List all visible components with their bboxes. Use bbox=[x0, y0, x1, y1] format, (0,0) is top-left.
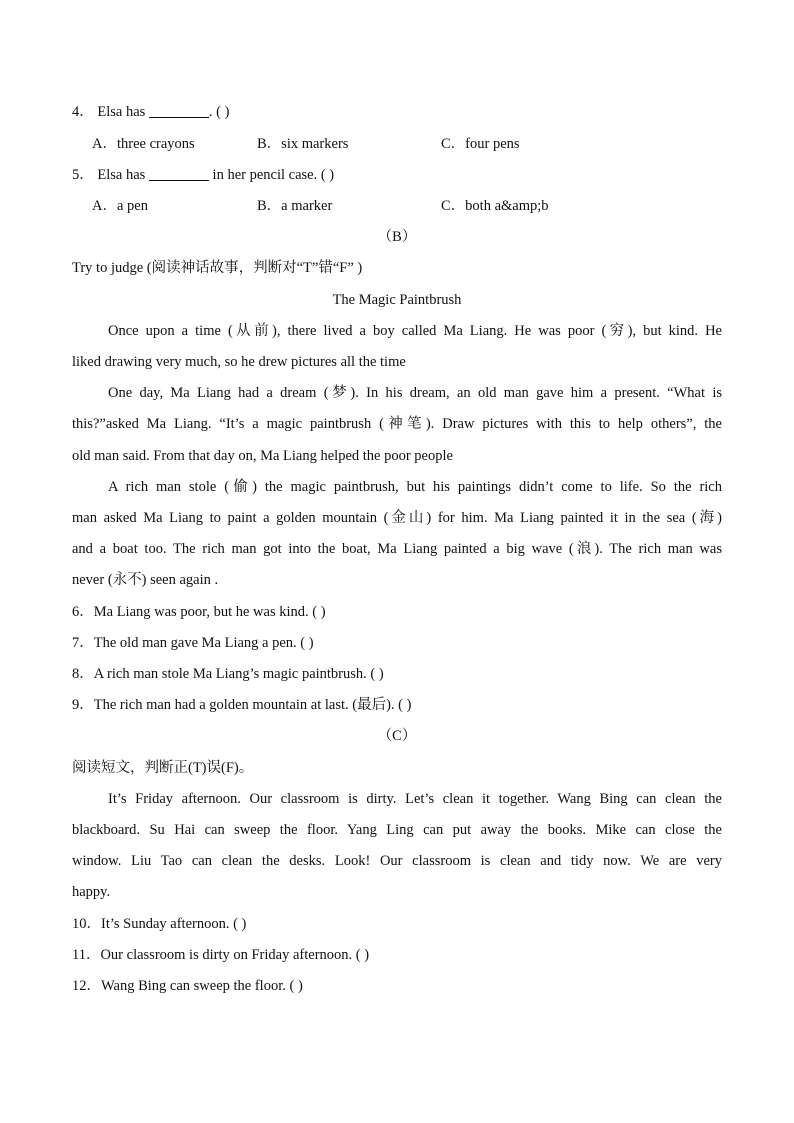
option-a[interactable]: A．three crayons bbox=[92, 136, 195, 152]
question-10[interactable]: 10．It’s Sunday afternoon. ( ) bbox=[72, 916, 247, 932]
paragraph-line: Once upon a time (从前), there lived a boy called Ma Liang. He was poor (穷), but kind. He bbox=[108, 323, 722, 339]
question-4 bbox=[72, 102, 722, 122]
answer-blank[interactable] bbox=[149, 103, 209, 118]
question-tail: . ( ) bbox=[208, 104, 230, 120]
section-b-instruction: Try to judge (阅读神话故事，判断对“T”错“F” ) bbox=[72, 260, 363, 276]
paragraph-line: this?”asked Ma Liang. “It’s a magic paintbrush (神笔). Draw pictures with this to help others”, the bbox=[72, 416, 722, 432]
story-title: The Magic Paintbrush bbox=[332, 292, 462, 308]
question-number: 5． bbox=[72, 167, 94, 183]
paragraph-line: window. Liu Tao can clean the desks. Look! Our classroom is clean and tidy now. We are very bbox=[72, 853, 722, 869]
question-12[interactable]: 12．Wang Bing can sweep the floor. ( ) bbox=[72, 978, 303, 994]
option-c[interactable]: C．both a&amp;b bbox=[441, 198, 549, 214]
question-text: Elsa has bbox=[97, 167, 146, 183]
paragraph-line: A rich man stole (偷) the magic paintbrush, but his paintings didn’t come to life. So the rich bbox=[108, 479, 722, 495]
question-5 bbox=[72, 165, 722, 185]
option-b[interactable]: B．six markers bbox=[257, 136, 349, 152]
paragraph-line: man asked Ma Liang to paint a golden mountain (金山) for him. Ma Liang painted it in the sea (海) bbox=[72, 510, 722, 526]
question-11[interactable]: 11．Our classroom is dirty on Friday afternoon. ( ) bbox=[72, 947, 370, 963]
paragraph-line: happy. bbox=[72, 884, 111, 900]
section-b-heading: （B） bbox=[377, 229, 417, 245]
paragraph-line: It’s Friday afternoon. Our classroom is dirty. Let’s clean it together. Wang Bing can clean the bbox=[108, 791, 722, 807]
paragraph-line: One day, Ma Liang had a dream (梦). In his dream, an old man gave him a present. “What is bbox=[108, 385, 722, 401]
question-text: Elsa has bbox=[97, 104, 146, 120]
paragraph-line: never (永不) seen again . bbox=[72, 572, 219, 588]
option-a[interactable]: A．a pen bbox=[92, 198, 148, 214]
section-c-heading: （C） bbox=[377, 728, 417, 744]
question-number: 4． bbox=[72, 104, 94, 120]
paragraph-line: and a boat too. The rich man got into the boat, Ma Liang painted a big wave (浪). The rich man was bbox=[72, 541, 722, 557]
paragraph-line: blackboard. Su Hai can sweep the floor. Yang Ling can put away the books. Mike can close the bbox=[72, 822, 722, 838]
paragraph-line: liked drawing very much, so he drew pictures all the time bbox=[72, 354, 406, 370]
question-9[interactable]: 9．The rich man had a golden mountain at last. (最后). ( ) bbox=[72, 697, 412, 713]
answer-blank[interactable] bbox=[149, 166, 209, 181]
paragraph-line: old man said. From that day on, Ma Liang helped the poor people bbox=[72, 448, 453, 464]
question-tail: in her pencil case. ( ) bbox=[212, 167, 335, 183]
question-8[interactable]: 8．A rich man stole Ma Liang’s magic paintbrush. ( ) bbox=[72, 666, 384, 682]
question-6[interactable]: 6．Ma Liang was poor, but he was kind. ( ) bbox=[72, 604, 326, 620]
section-c-instruction: 阅读短文，判断正(T)误(F)。 bbox=[72, 760, 254, 776]
option-c[interactable]: C．four pens bbox=[441, 136, 520, 152]
option-b[interactable]: B．a marker bbox=[257, 198, 333, 214]
question-7[interactable]: 7．The old man gave Ma Liang a pen. ( ) bbox=[72, 635, 314, 651]
